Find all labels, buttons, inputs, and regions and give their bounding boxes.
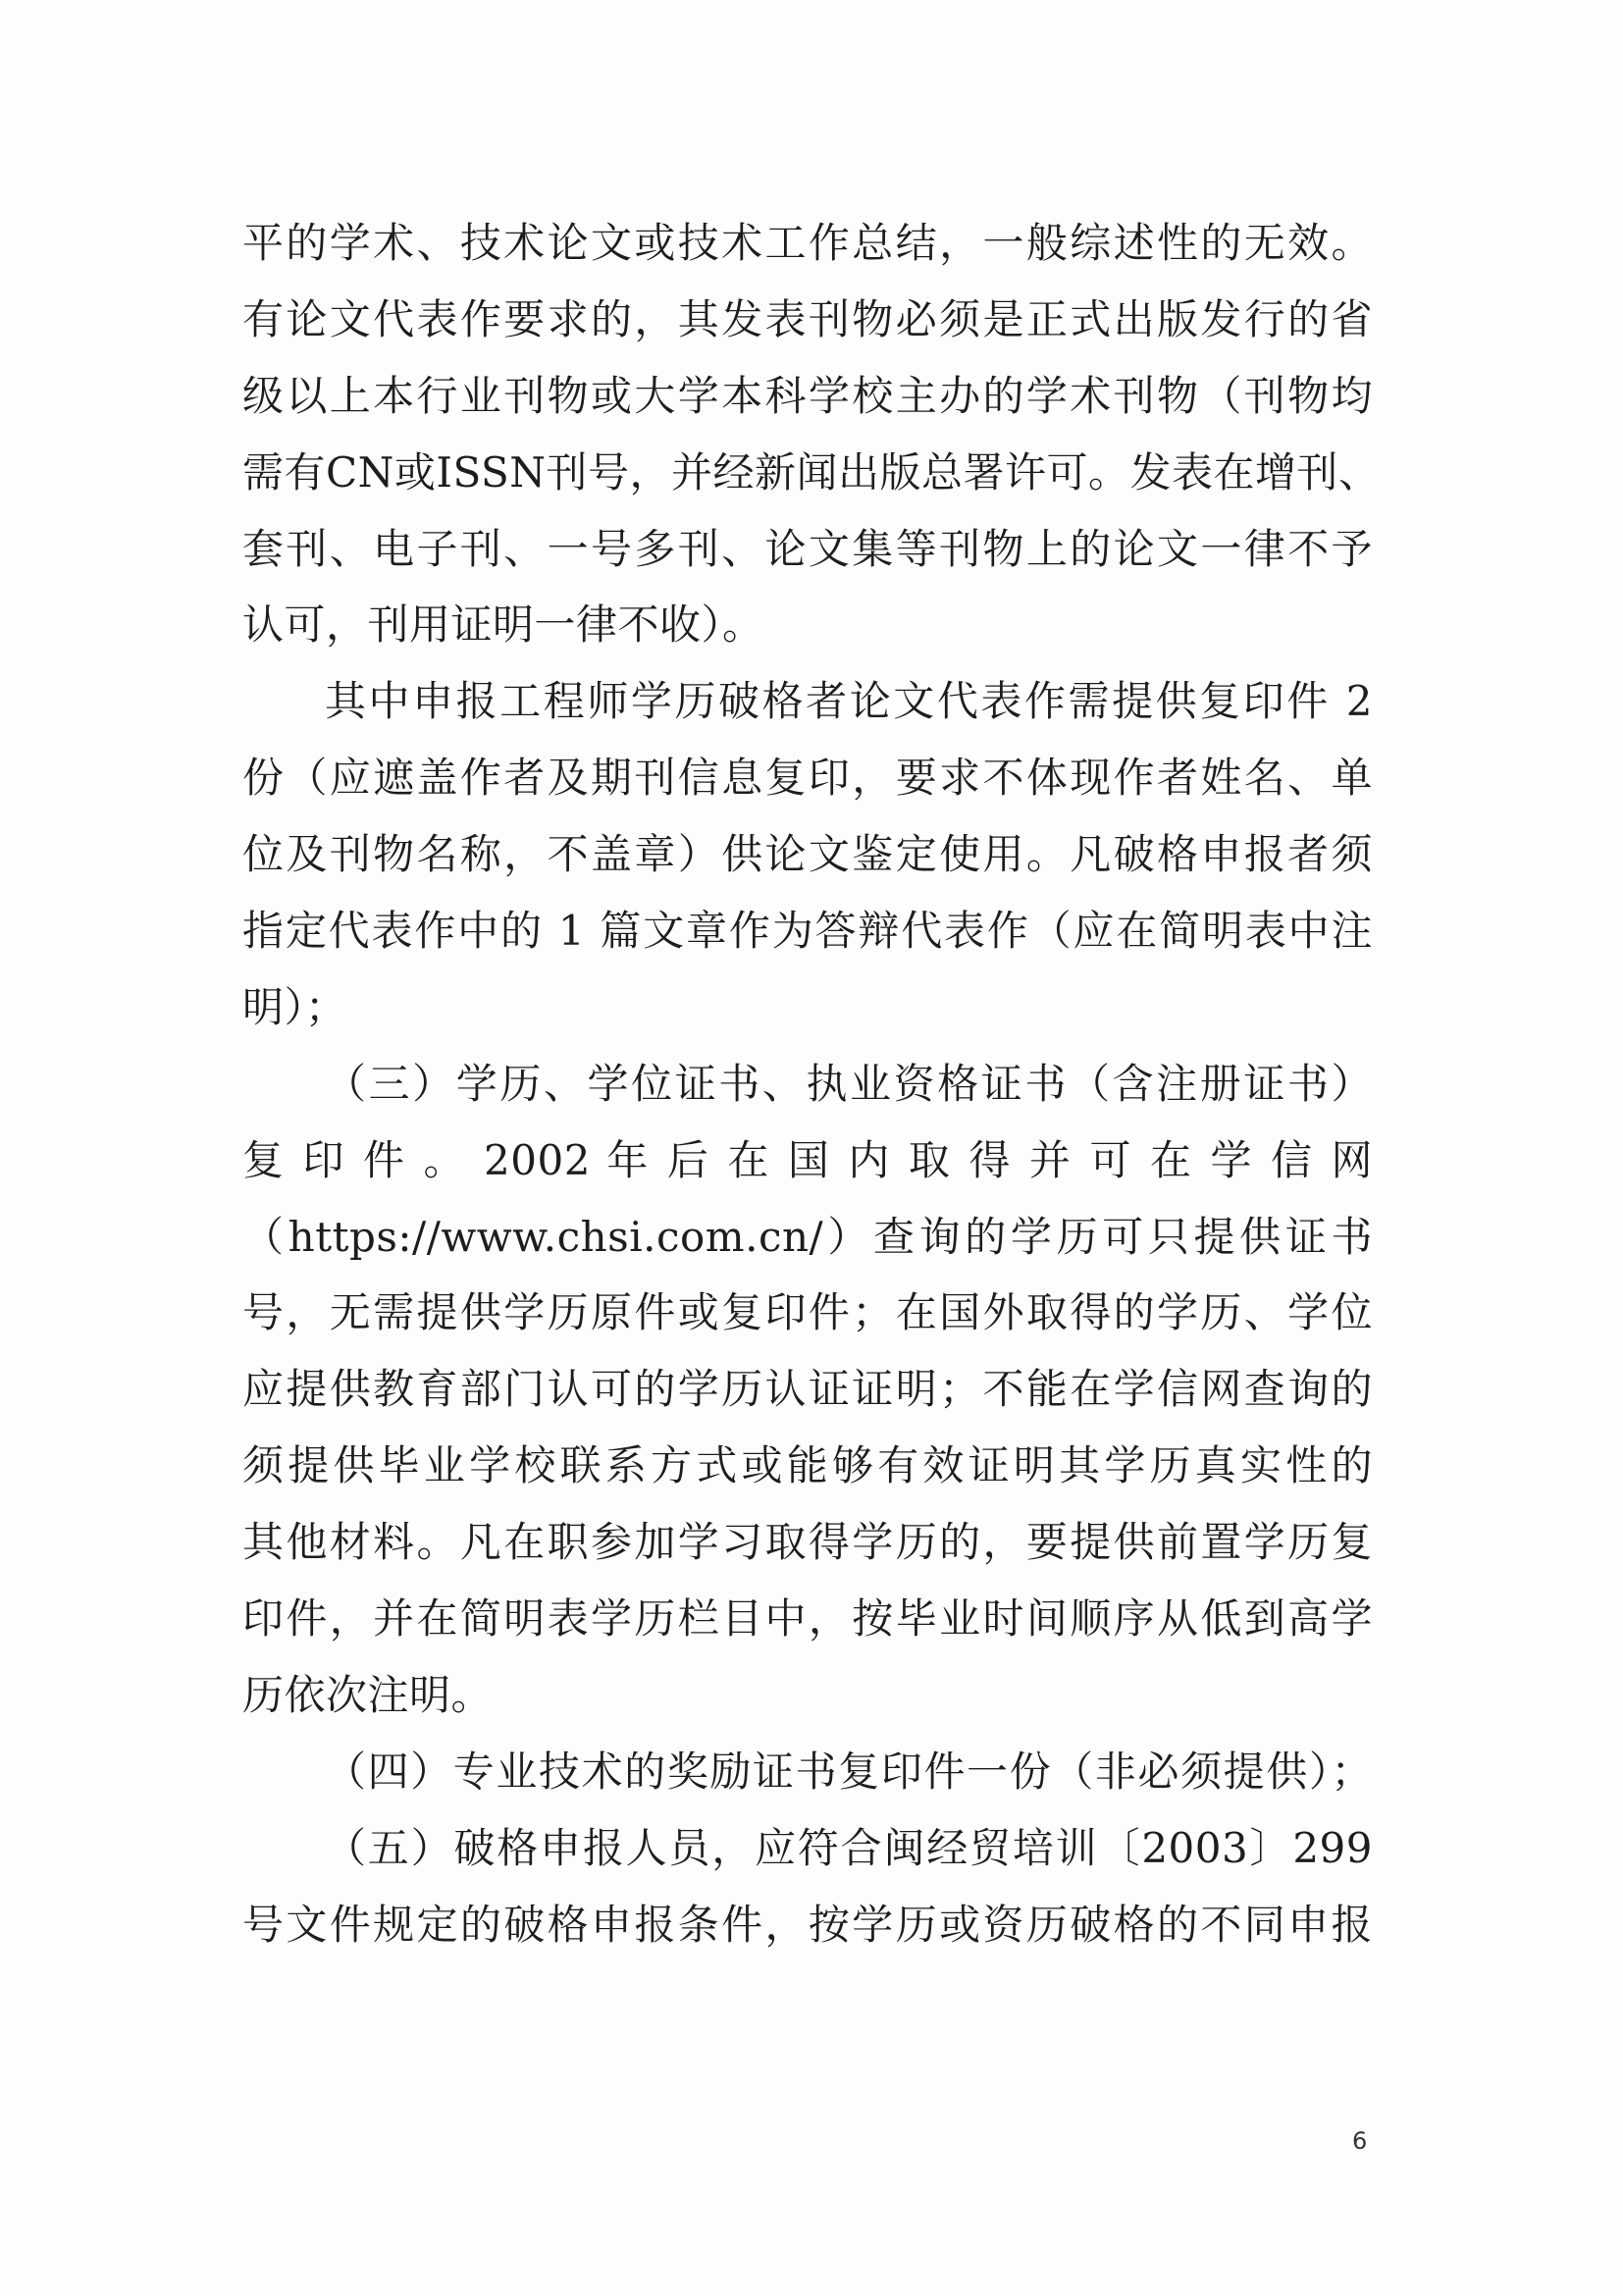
text-line-15: 号，无需提供学历原件或复印件；在国外取得的学历、学位 — [242, 1288, 1373, 1337]
text-line-18: 其他材料。凡在职参加学习取得学历的，要提供前置学历复 — [242, 1518, 1373, 1567]
text-line-4: 需有CN或ISSN刊号，并经新闻出版总署许可。发表在增刊、 — [242, 447, 1381, 496]
text-line-22: （五）破格申报人员，应符合闽经贸培训〔2003〕299 — [325, 1823, 1373, 1872]
page-number: 6 — [1352, 2127, 1368, 2155]
text-line-13: 复 印 件 。 2002 年 后 在 国 内 取 得 并 可 在 学 信 网 — [242, 1135, 1373, 1184]
text-line-3: 级以上本行业刊物或大学本科学校主办的学术刊物（刊物均 — [242, 371, 1373, 420]
text-line-2: 有论文代表作要求的，其发表刊物必须是正式出版发行的省 — [242, 294, 1373, 343]
text-line-21: （四）专业技术的奖励证书复印件一份（非必须提供）； — [325, 1747, 1373, 1796]
text-line-17: 须提供毕业学校联系方式或能够有效证明其学历真实性的 — [242, 1441, 1373, 1490]
text-line-16: 应提供教育部门认可的学历认证证明；不能在学信网查询的 — [242, 1365, 1373, 1414]
text-line-19: 印件，并在简明表学历栏目中，按毕业时间顺序从低到高学 — [242, 1594, 1373, 1644]
text-line-7: 其中申报工程师学历破格者论文代表作需提供复印件 2 — [325, 677, 1373, 726]
document-body — [242, 205, 1381, 1962]
text-line-10: 指定代表作中的 1 篇文章作为答辩代表作（应在简明表中注 — [242, 907, 1373, 956]
text-line-12: （三）学历、学位证书、执业资格证书（含注册证书） — [325, 1059, 1373, 1108]
text-line-20: 历依次注明。 — [242, 1670, 494, 1719]
text-line-5: 套刊、电子刊、一号多刊、论文集等刊物上的论文一律不予 — [242, 524, 1373, 573]
text-line-23: 号文件规定的破格申报条件，按学历或资历破格的不同申报 — [242, 1900, 1373, 1949]
text-line-9: 位及刊物名称，不盖章）供论文鉴定使用。凡破格申报者须 — [242, 830, 1373, 879]
text-line-14: （https://www.chsi.com.cn/）查询的学历可只提供证书 — [242, 1212, 1373, 1261]
text-line-1: 平的学术、技术论文或技术工作总结，一般综述性的无效。 — [242, 219, 1373, 267]
text-line-11: 明）； — [242, 982, 347, 1031]
text-line-8: 份（应遮盖作者及期刊信息复印，要求不体现作者姓名、单 — [242, 754, 1373, 803]
text-line-6: 认可，刊用证明一律不收）。 — [242, 600, 764, 650]
